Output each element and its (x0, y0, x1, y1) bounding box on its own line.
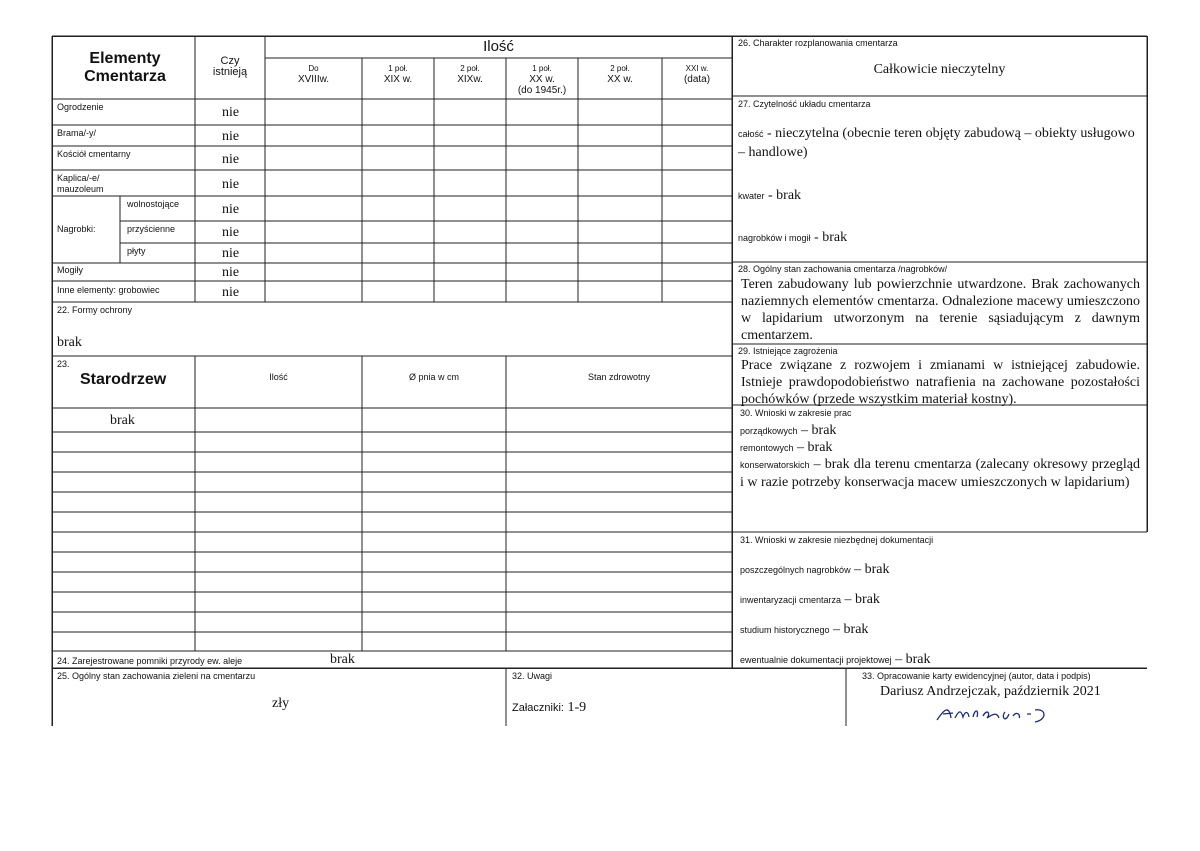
row-label-plyty: płyty (127, 246, 146, 256)
row-label-wolnostojace: wolnostojące (127, 199, 180, 209)
section27-graves-label: nagrobków i mogił (738, 233, 811, 243)
row-label-brama: Brama/-y/ (57, 128, 97, 138)
period-header-line: 1 poł. (532, 64, 552, 73)
section23-col-health: Stan zdrowotny (587, 372, 651, 382)
section24-label: 24. Zarejestrowane pomniki przyrody ew. aleje (57, 656, 243, 666)
section27-label: 27. Czytelność układu cmentarza (738, 99, 871, 109)
section22-label: 22. Formy ochrony (57, 305, 133, 315)
row-value-brama: nie (222, 129, 240, 144)
period-header-line: (do 1945r.) (517, 85, 567, 96)
section30-conservation (740, 455, 1140, 491)
row-value-plyty: nie (222, 246, 240, 261)
section24-value: brak (330, 652, 355, 667)
period-header (662, 63, 732, 85)
signature-graphic (935, 702, 1065, 726)
section31-item-value: – brak (891, 652, 931, 667)
section29-label: 29. Istniejące zagrożenia (738, 346, 838, 356)
period-header-line: XIXw. (457, 74, 483, 85)
section26-value: Całkowicie nieczytelny (873, 62, 1006, 77)
section30-ordering-value: – brak (797, 423, 837, 438)
period-header-line: (data) (683, 74, 711, 85)
section31-item-label: studium historycznego (740, 625, 830, 635)
elements-title (60, 50, 190, 86)
section27-whole-label: całość (738, 129, 764, 139)
section30-ordering-label: porządkowych (740, 426, 798, 436)
section30-label: 30. Wnioski w zakresie prac (740, 408, 852, 418)
attachments-label: Załaczniki: (512, 702, 564, 714)
section27-whole (738, 124, 1138, 162)
period-header (506, 63, 578, 96)
section27-graves (738, 228, 847, 246)
attachments-value: 1-9 (563, 700, 587, 715)
section28-value: Teren zabudowany lub powierzchnie utwardzone. Brak zachowanych naziemnych elementów cmentarza. Odnalezione macewy umieszczono w lapidarium utworzonym na terenie sąsiadującym z dawnym cmentarzem. (741, 277, 1140, 343)
section30-ordering (740, 421, 836, 439)
section29-value: Prace związane z rozwojem i zmianami w istniejącej zabudowie. Istnieje prawdopodobieństwo natrafienia na zachowane pozostałości pochówków (przede wszystkim materiał kostny). (741, 358, 1140, 407)
section30-repair (740, 438, 832, 456)
row-value-wolnostojace: nie (222, 202, 240, 217)
period-header-line: 2 poł. (460, 64, 480, 73)
section31-item-label: inwentaryzacji cmentarza (740, 595, 842, 605)
period-header (434, 63, 506, 85)
row-label-przyscienne: przyścienne (127, 224, 176, 234)
row-value-inne: nie (222, 285, 240, 300)
section31-item-projekt (740, 650, 930, 668)
section22-value: brak (57, 335, 82, 350)
period-header-line: XX w. (607, 74, 633, 85)
period-header-line: XVIIIw. (297, 74, 330, 85)
elements-title-line1: Elementy (89, 50, 161, 67)
section33-label: 33. Opracowanie karty ewidencyjnej (autor, data i podpis) (862, 671, 1091, 681)
row-value-przyscienne: nie (222, 225, 240, 240)
section31-item-value: – brak (850, 562, 890, 577)
period-header-line: XIX w. (383, 74, 413, 85)
section30-repair-value: – brak (793, 440, 833, 455)
exists-header: Czy istnieją (212, 55, 248, 78)
section31-item-value: – brak (841, 592, 880, 607)
section27-quarters-value: - brak (764, 188, 802, 203)
row-value-kosciol: nie (222, 152, 240, 167)
section28-label: 28. Ogólny stan zachowania cmentarza /nagrobków/ (738, 264, 948, 274)
section31-item-label: poszczególnych nagrobków (740, 565, 851, 575)
period-header (362, 63, 434, 85)
section33-author: Dariusz Andrzejczak, październik 2021 (880, 684, 1101, 699)
section23-col-qty: Ilość (269, 372, 288, 382)
section31-item-label: ewentualnie dokumentacji projektowej (740, 655, 892, 665)
section27-graves-value: - brak (810, 230, 848, 245)
elements-title-line2: Cmentarza (84, 68, 166, 85)
row-value-ogrodzenie: nie (222, 105, 240, 120)
row-label-kosciol: Kościół cmentarny (57, 149, 131, 159)
section23-value: brak (110, 413, 135, 428)
section30-conservation-value: – brak dla terenu cmentarza (zalecany okresowy przegląd i w razie potrzeby konserwacja macew umieszczonych w lapidarium) (740, 457, 1140, 490)
row-label-kaplica: Kaplica/-e/ mauzoleum (57, 173, 104, 194)
section26-label: 26. Charakter rozplanowania cmentarza (738, 38, 898, 48)
period-header-line: 1 poł. (388, 64, 408, 73)
period-header (265, 63, 362, 85)
section23-title: Starodrzew (80, 371, 167, 388)
row-label-inne: Inne elementy: grobowiec (57, 285, 160, 295)
section27-quarters-label: kwater (738, 191, 765, 201)
period-header-line: XX w. (529, 74, 555, 85)
row-label-mogily: Mogiły (57, 265, 84, 275)
section23-col-diam: Ø pnia w cm (408, 372, 459, 382)
attachments-line (512, 698, 586, 716)
row-label-ogrodzenie: Ogrodzenie (57, 102, 104, 112)
period-header-line: 2 poł. (610, 64, 630, 73)
section31-item-inwentaryzacja (740, 590, 880, 608)
section31-label: 31. Wnioski w zakresie niezbędnej dokumentacji (740, 535, 934, 545)
period-header-line: Do (308, 64, 319, 73)
section23-number: 23. (57, 359, 70, 369)
section31-item-studium (740, 620, 868, 638)
section31-item-value: – brak (829, 622, 869, 637)
period-header (578, 63, 662, 85)
section27-quarters (738, 186, 801, 204)
nagrobki-label: Nagrobki: (57, 224, 96, 234)
section27-whole-value: - nieczytelna (obecnie teren objęty zabudową – obiekty usługowo – handlowe) (738, 126, 1135, 160)
section30-repair-label: remontowych (740, 443, 794, 453)
section25-label: 25. Ogólny stan zachowania zieleni na cmentarzu (57, 671, 256, 681)
section31-item-nagrobki (740, 560, 889, 578)
period-header-line: XXI w. (685, 64, 709, 73)
row-value-kaplica: nie (222, 177, 240, 192)
section32-label: 32. Uwagi (512, 671, 553, 681)
section30-conservation-label: konserwatorskich (740, 460, 810, 470)
section25-value: zły (272, 696, 290, 711)
row-value-mogily: nie (222, 265, 240, 280)
quantity-header: Ilość (483, 38, 514, 55)
